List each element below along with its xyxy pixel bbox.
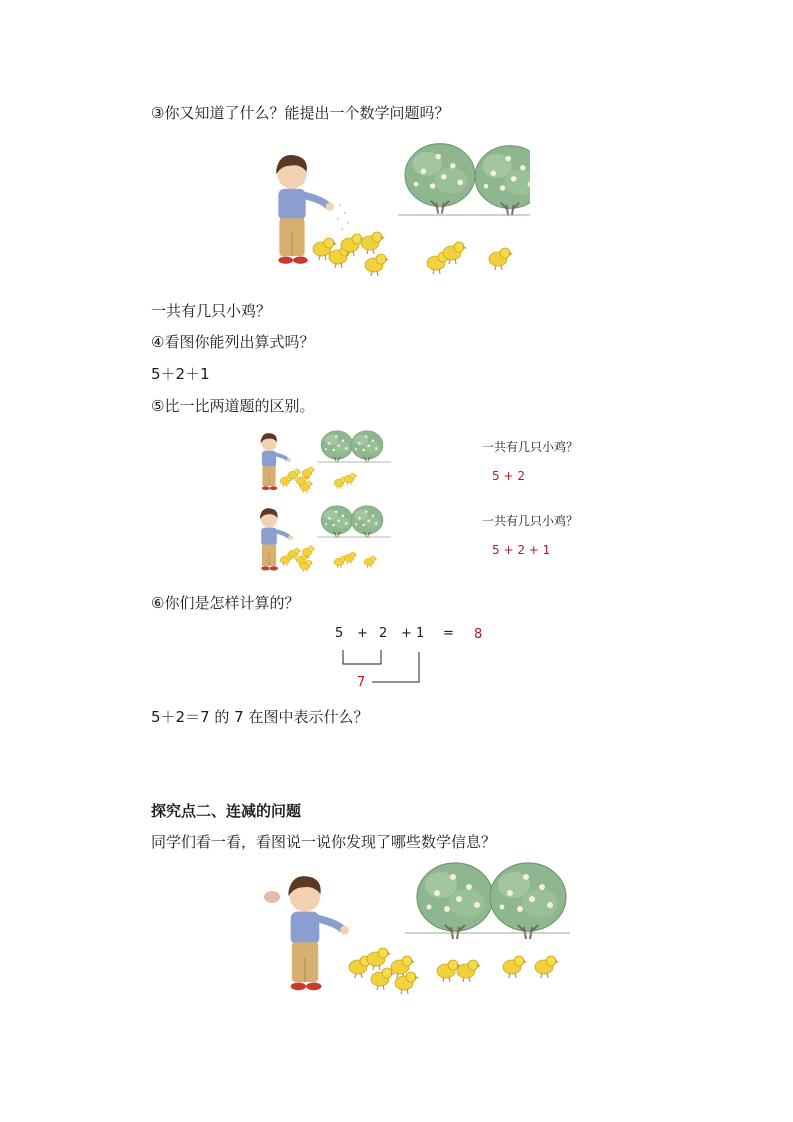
q4-expression: 5＋2＋1 — [151, 365, 210, 383]
q5-row2-answer: 5 + 2 + 1 — [492, 543, 551, 557]
calc-bracket-diagram — [335, 648, 430, 690]
illustration-boy-and-chicks-subtraction — [250, 855, 570, 1000]
q3-title: ③你又知道了什么？能提出一个数学问题吗？ — [151, 104, 450, 122]
comparison-illustration-2 — [255, 500, 395, 575]
q4-title: ④看图你能列出算式吗？ — [151, 333, 315, 351]
calc-operand-5: 5 — [335, 626, 344, 641]
section2-prompt: 同学们看一看，看图说一说你发现了哪些数学信息？ — [151, 833, 497, 851]
illustration-boy-feeding-chicks — [270, 135, 530, 285]
comparison-illustration-1 — [255, 425, 395, 495]
calc-result: 8 — [474, 627, 483, 642]
calc-plus-one: + 1 — [401, 626, 425, 641]
calc-plus-1: + — [357, 626, 368, 641]
calc-operand-2: 2 — [379, 626, 388, 641]
q6-title: ⑥你们是怎样计算的？ — [151, 594, 300, 612]
q6-followup: 5＋2＝7 的 7 在图中表示什么？ — [151, 708, 369, 726]
calc-equals: = — [443, 626, 454, 641]
q3-question: 一共有几只小鸡？ — [151, 302, 272, 320]
q5-row1-answer: 5 + 2 — [492, 469, 525, 483]
q5-title: ⑤比一比两道题的区别。 — [151, 397, 315, 415]
calc-partial-sum: 7 — [357, 675, 366, 690]
q5-row2-question: 一共有几只小鸡？ — [482, 514, 579, 528]
section2-heading: 探究点二、连减的问题 — [151, 802, 302, 820]
q5-row1-question: 一共有几只小鸡？ — [482, 440, 579, 454]
